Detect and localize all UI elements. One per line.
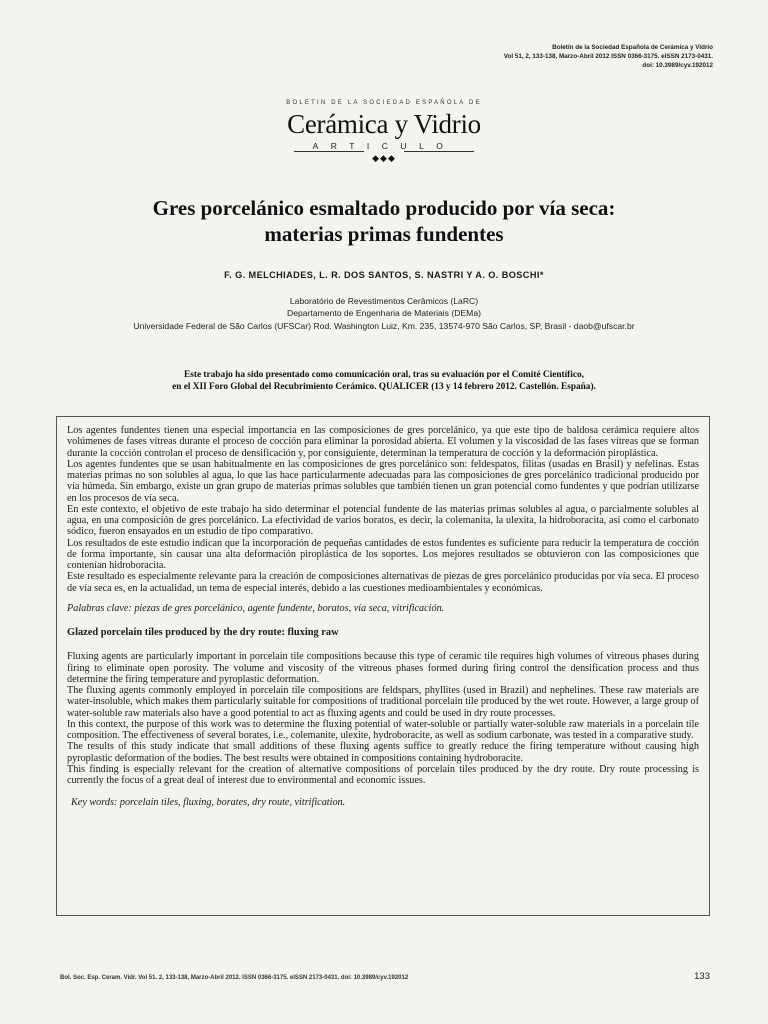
keywords-es: Palabras clave: piezas de gres porcelánico, agente fundente, boratos, vía seca, vitrificación.	[67, 602, 445, 614]
affiliation	[60, 295, 708, 332]
volume-line: Vol 51, 2, 133-138, Marzo-Abril 2012 ISSN 0366-3175. eISSN 2173-0431.	[503, 53, 713, 60]
footer-citation: Bol. Soc. Esp. Ceram. Vidr. Vol 51. 2, 133-138, Marzo-Abril 2012. ISSN 0366-3175. eISSN 2173-0431. doi: 10.3989/cyv.192012	[60, 975, 409, 981]
note-line-1: Este trabajo ha sido presentado como comunicación oral, tras su evaluación por el Comité Científico,	[184, 370, 584, 380]
abstract-es-paragraph: En este contexto, el objetivo de este trabajo ha sido determinar el potencial fundente de las materias primas solubles al agua, o parcialmente solubles al agua, en una composición de gres porcelánico. La efectividad de varios boratos, es decir, la colemanita, la ulexita, la hidroboracita, así como el carbonato sódico, fueron ensayados en un estudio de tipo comparativo.	[67, 503, 699, 538]
masthead-title: Cerámica y Vidrio	[287, 109, 481, 139]
page-number: 133	[694, 971, 710, 982]
journal-header	[504, 43, 713, 70]
title-line-2: materias primas fundentes	[264, 222, 504, 246]
abstract-en-paragraph: This finding is especially relevant for the creation of alternative compositions of porcelain tiles produced by the dry route. Dry route processing is currently the focus of a great deal of interest due to environmental and economic issues.	[67, 763, 699, 786]
abstract-en-paragraph: The fluxing agents commonly employed in porcelain tile compositions are feldspars, phyllites (used in Brazil) and nephelines. These raw materials are water-insoluble, which makes them particularly suitable for compositions of traditional porcelain tile produced by the wet route. However, a large group of water-soluble raw materials also have a good potential to act as fluxing agents and could be used in dry route processes.	[67, 685, 699, 719]
masthead-subtitle: ARTICULO	[312, 141, 456, 151]
abstract-es-paragraph: Los agentes fundentes tienen una especial importancia en las composiciones de gres porcelánico, ya que este tipo de baldosa cerámica requiere altos volúmenes de fases vítreas durante el proceso de cocción para eliminar la porosidad abierta. El volumen y la viscosidad de las fases vítreas que se forman durante la cocción controlan el proceso de densificación y, por consiguiente, determinan la temperatura de cocción y la deformación piroplástica.	[67, 425, 699, 459]
abstract-es-paragraph: Este resultado es especialmente relevante para la creación de composiciones alternativas de piezas de gres porcelánico producidas por vía seca. El proceso de vía seca es, en la actualidad, un tema de especial interés, debido a las cuestiones medioambientales y económicas.	[67, 571, 699, 594]
abstract-en-paragraph: The results of this study indicate that small additions of these fluxing agents suffice to greatly reduce the firing temperature without causing high pyroplastic deformation of the bodies. The best results were obtained in compositions containing hydroboracite.	[67, 741, 699, 764]
keywords-en: Key words: porcelain tiles, fluxing, borates, dry route, vitrification.	[71, 797, 346, 809]
author-list: F. G. MELCHIADES, L. R. DOS SANTOS, S. NASTRI Y A. O. BOSCHI*	[224, 270, 544, 280]
affiliation-line-3: Universidade Federal de São Carlos (UFSCar) Rod. Washington Luiz, Km. 235, 13574-970 São Carlos, SP, Brasil - daob@ufscar.br	[133, 320, 635, 331]
masthead-rule-left	[294, 151, 364, 152]
affiliation-line-1: Laboratório de Revestimentos Cerâmicos (LaRC)	[289, 296, 479, 306]
abstract-en-paragraph: Fluxing agents are particularly important in porcelain tile compositions because this type of ceramic tile requires high volumes of vitreous phases during firing to eliminate open porosity. The volume and viscosity of the vitreous phases formed during firing control the densification process and thus determine the firing temperature and pyroplastic deformation.	[67, 651, 699, 685]
abstract-es-paragraph: Los agentes fundentes que se usan habitualmente en las composiciones de gres porcelánico son: feldespatos, filitas (usadas en Brasil) y nefelinas. Estas materias primas no son solubles al agua, lo que las hace particularmente adecuadas para las composiciones de gres porcelánico tradicional producido por vía húmeda. Sin embargo, existe un gran grupo de materias primas solubles que también tienen un gran potencial como fundentes y que podrían utilizarse en los procesos de vía seca.	[67, 458, 699, 504]
abstract-es-paragraph: Los resultados de este estudio indican que la incorporación de pequeñas cantidades de estos fundentes es suficiente para reducir la temperatura de cocción de forma importante, sin causar una alta deformación piroplástica de los soportes. Los mejores resultados se obtuvieron con las composiciones que contenían hidroboracita.	[67, 537, 699, 571]
journal-masthead	[0, 100, 768, 164]
note-line-2: en el XII Foro Global del Recubrimiento Cerámico. QUALICER (13 y 14 febrero 2012. Castellón. España).	[172, 382, 596, 392]
doi-line: doi: 10.3989/cyv.192012	[642, 62, 713, 69]
title-line-1: Gres porcelánico esmaltado producido por vía seca:	[152, 196, 616, 220]
journal-name-line: Boletín de la Sociedad Española de Cerámica y Vidrio	[552, 44, 713, 51]
diamond-ornament-icon: ◆◆◆	[372, 153, 396, 163]
abstract-en	[67, 651, 699, 786]
abstract-box	[56, 416, 710, 916]
masthead-small-caps: BOLETIN DE LA SOCIEDAD ESPAÑOLA DE	[286, 100, 482, 106]
abstract-content	[67, 425, 699, 809]
article-title	[60, 195, 708, 247]
presentation-note	[60, 369, 708, 393]
masthead-rule-right	[404, 151, 474, 152]
affiliation-line-2: Departamento de Engenharia de Materiais (DEMa)	[287, 308, 481, 319]
english-title: Glazed porcelain tiles produced by the dry route: fluxing raw	[67, 627, 339, 638]
abstract-en-paragraph: In this context, the purpose of this work was to determine the fluxing potential of water-soluble or partially water-soluble raw materials in a porcelain tile composition. The effectiveness of several borates, i.e., colemanite, ulexite, hydroboracite, as well as sodium carbonate, was tested in a comparative study.	[67, 718, 699, 741]
